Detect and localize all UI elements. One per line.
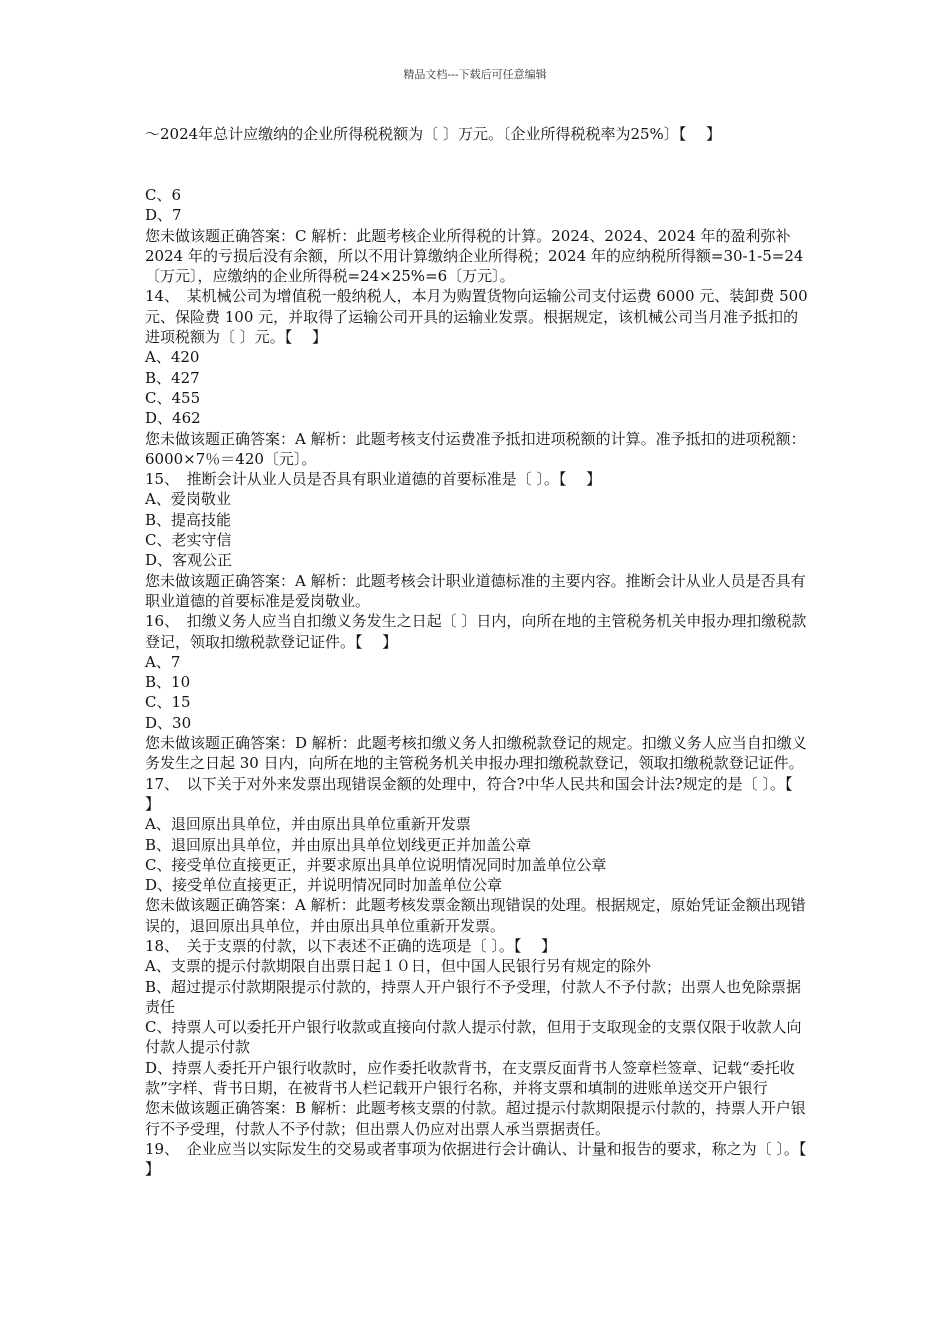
answer-option: D、持票人委托开户银行收款时，应作委托收款背书，在支票反面背书人签章栏签章、记载“委托收款”字样、背书日期，在被背书人栏记载开户银行名称，并将支票和填制的进账单送交开户银行 [145,1058,795,1098]
answer-option: C、老实守信 [145,531,232,550]
answer-explanation: 您未做该题正确答案：C 解析：此题考核企业所得税的计算。2024、2024、2024 年的盈利弥补 2024 年的亏损后没有余额，所以不用计算缴纳企业所得税；2024 年的应纳税所得额=30-1-5=24〔万元〕，应缴纳的企业所得税=24×25%=6〔万元〕。 [145,226,804,286]
answer-option: A、退回原出具单位，并由原出具单位重新开发票 [145,815,471,834]
question-stem: 14、 某机械公司为增值税一般纳税人，本月为购置货物向运输公司支付运费 6000 元、装卸费 500 元、保险费 100 元，并取得了运输公司开具的运输业发票。根据规定，该机械公司当月准予抵扣的进项税额为〔 〕元。【 】 [145,287,808,347]
answer-option: A、7 [145,652,181,671]
answer-option: C、持票人可以委托开户银行收款或直接向付款人提示付款，但用于支取现金的支票仅限于收款人向付款人提示付款 [145,1018,802,1057]
question-stem: 15、 推断会计从业人员是否具有职业道德的首要标准是〔 〕。【 】 [145,470,602,489]
answer-option: D、客观公正 [145,551,233,570]
question-stem: 18、 关于支票的付款，以下表述不正确的选项是〔 〕。【 】 [145,936,557,955]
answer-explanation: 您未做该题正确答案：B 解析：此题考核支票的付款。超过提示付款期限提示付款的，持票人开户银行不予受理，付款人不予付款；但出票人仍应对出票人承当票据责任。 [145,1099,806,1138]
answer-option: D、462 [145,409,201,428]
question-list [145,185,827,1180]
answer-option: A、支票的提示付款期限自出票日起１０日，但中国人民银行另有规定的除外 [145,957,651,976]
answer-explanation: 您未做该题正确答案：D 解析：此题考核扣缴义务人扣缴税款登记的规定。扣缴义务人应当自扣缴义务发生之日起 30 日内，向所在地的主管税务机关申报办理扣缴税款登记，领取扣缴税款登记证件。 [145,734,807,773]
answer-option: C、接受单位直接更正，并要求原出具单位说明情况同时加盖单位公章 [145,855,607,874]
answer-option: A、爱岗敬业 [145,490,231,509]
answer-option: D、7 [145,206,182,225]
answer-explanation: 您未做该题正确答案：A 解析：此题考核支付运费准予抵扣进项税额的计算。准予抵扣的进项税额：6000×7％＝420〔元〕。 [145,429,806,468]
answer-option: C、6 [145,186,182,204]
answer-option: D、接受单位直接更正，并说明情况同时加盖单位公章 [145,876,503,895]
answer-option: B、退回原出具单位，并由原出具单位划线更正并加盖公章 [145,835,532,854]
question-13-stem-tail: ～2024年总计应缴纳的企业所得税税额为〔 〕万元。〔企业所得税税率为25%〕【 】 [145,125,722,143]
question-stem: 19、 企业应当以实际发生的交易或者事项为依据进行会计确认、计量和报告的要求，称之为〔 〕。【 】 [145,1139,827,1179]
answer-option: C、15 [145,693,191,712]
question-stem: 17、 以下关于对外来发票出现错误金额的处理中，符合?中华人民共和国会计法?规定的是〔 〕。【 】 [145,774,813,813]
question-stem: 16、 扣缴义务人应当自扣缴义务发生之日起〔 〕日内，向所在地的主管税务机关申报办理扣缴税款登记，领取扣缴税款登记证件。【 】 [145,612,807,651]
answer-option: B、超过提示付款期限提示付款的，持票人开户银行不予受理，付款人不予付款；出票人也免除票据责任 [145,977,802,1016]
answer-option: B、提高技能 [145,510,232,529]
page-header: 精品文档---下载后可任意编辑 [403,68,547,81]
answer-explanation: 您未做该题正确答案：A 解析：此题考核发票金额出现错误的处理。根据规定，原始凭证金额出现错误的，退回原出具单位，并由原出具单位重新开发票。 [145,896,806,935]
answer-option: A、420 [145,348,200,367]
answer-option: B、10 [145,673,191,692]
answer-explanation: 您未做该题正确答案：A 解析：此题考核会计职业道德标准的主要内容。推断会计从业人员是否具有职业道德的首要标准是爱岗敬业。 [145,571,806,610]
answer-option: C、455 [145,388,201,407]
answer-option: D、30 [145,713,192,732]
answer-option: B、427 [145,368,200,387]
